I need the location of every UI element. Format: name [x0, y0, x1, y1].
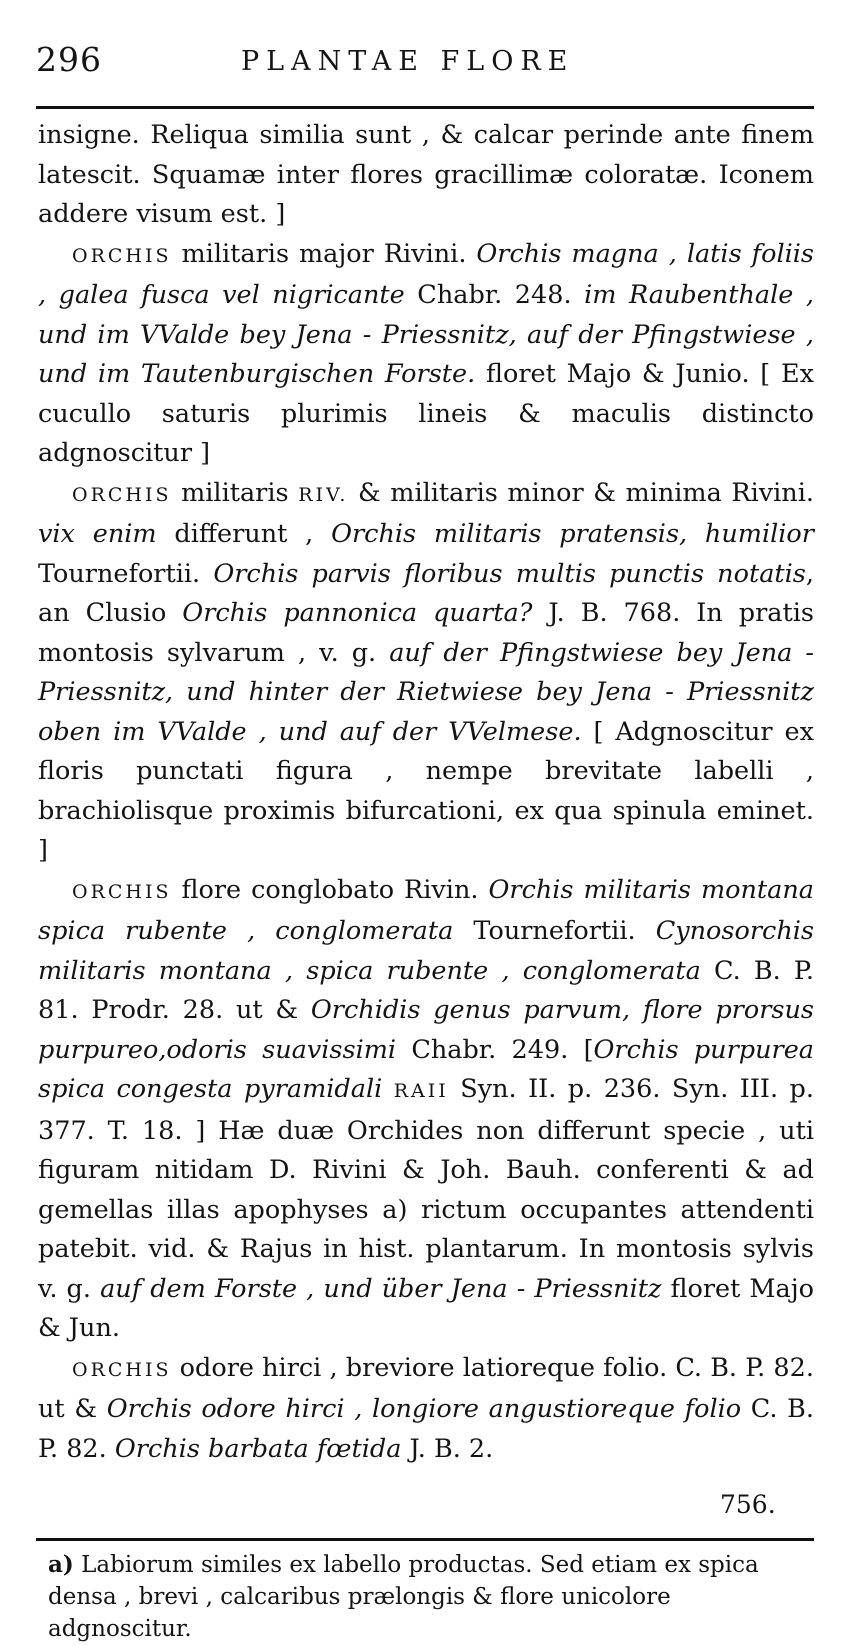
italic-run: im Raubenthale , und im VValde bey Jena - Priessnitz, auf der Pfingstwiese , und im Tautenburgischen Forste. — [38, 280, 814, 389]
italic-run: Orchis militaris pratensis, humilior — [331, 519, 814, 549]
footnote-marker: a) — [48, 1551, 74, 1578]
page-number: 296 — [36, 40, 102, 79]
text-run: militaris — [171, 477, 299, 508]
italic-run: Orchis militaris montana spica rubente , conglomerata — [38, 874, 814, 946]
genus-name: ORCHIS — [72, 880, 172, 903]
text-run: [ Adgnoscitur ex floris punctati figura , nempe brevitate labelli , brachiolisque proximis bifurcationi, ex qua spinula eminet. ] — [38, 716, 814, 865]
italic-run: Orchis odore hirci , longiore angustioreque folio — [106, 1394, 742, 1424]
italic-run: Orchis pannonica quarta? — [182, 598, 533, 628]
text-run: & militaris minor & minima Rivini. — [348, 477, 814, 508]
text-run: J. B. 2. — [401, 1433, 494, 1464]
text-run — [382, 1074, 393, 1104]
entry-orchis-militaris-major — [38, 235, 814, 474]
text-run: Tournefortii. — [38, 558, 214, 589]
text-run: insigne. Reliqua similia sunt , & calcar perinde ante finem latescit. Squamæ inter flores gracillimæ coloratæ. Iconem addere visum est. ] — [38, 120, 814, 229]
italic-run: Orchis barbata fœtida — [114, 1433, 402, 1464]
text-run: flore conglobato Rivin. — [171, 874, 489, 905]
entry-orchis-odore-hirci — [38, 1349, 814, 1470]
italic-run: Orchis parvis floribus multis punctis notatis — [213, 558, 806, 589]
header-rule — [36, 106, 814, 109]
genus-name: ORCHIS — [72, 1358, 172, 1381]
main-text — [38, 116, 814, 1469]
text-run: Syn. II. p. 236. Syn. III. p. 377. T. 18. ] Hæ duæ Orchides non differunt specie , uti figuram nitidam D. Rivini & Joh. Bauh. conferenti & ad gemellas illas apophyses a) rictum occupantes attendenti patebit. vid. & Rajus in hist. plantarum. In montosis sylvis v. g. — [38, 1074, 814, 1304]
text-run: C. B. P. 81. Prodr. 28. ut & — [38, 955, 815, 1025]
italic-run: Orchis magna , latis foliis , galea fusca vel nigricante — [38, 238, 814, 310]
italic-run: Orchidis genus parvum, flore prorsus purpureo,odoris suavissimi — [38, 995, 814, 1065]
entry-orchis-militaris-riv — [38, 474, 814, 871]
text-run: floret Majo & Junio. [ Ex cucullo saturis plurimis lineis & maculis distincto adgnoscitur ] — [38, 359, 814, 468]
genus-name: ORCHIS — [72, 244, 172, 267]
italic-run: Orchis purpurea spica congesta pyramidali — [38, 1034, 814, 1104]
footnote-rule — [36, 1538, 814, 1541]
entry-orchis-flore-conglobato — [38, 871, 814, 1349]
author-name: RIV. — [298, 483, 349, 506]
catchword: 756. — [720, 1490, 776, 1519]
text-run: Chabr. 248. — [404, 280, 585, 310]
italic-run: Cynosorchis militaris montana , spica rubente , conglomerata — [38, 916, 814, 986]
author-name: RAII — [393, 1080, 449, 1102]
text-run: floret Majo & Jun. — [38, 1273, 814, 1343]
text-run: , an Clusio — [38, 558, 815, 628]
footnote-text: Labiorum similes ex labello productas. Sed etiam ex spica densa , brevi , calcaribus prælongis & flore unicolore adgnoscitur. — [48, 1552, 759, 1642]
footnote — [48, 1549, 814, 1645]
paragraph-continuation — [38, 116, 814, 235]
text-run: J. B. 768. In pratis montosis sylvarum , v. g. — [38, 598, 814, 668]
text-run: Chabr. 249. [ — [396, 1034, 594, 1065]
text-run: odore hirci , breviore latioreque folio. C. B. P. 82. ut & — [38, 1352, 814, 1424]
italic-run: auf der Pfingstwiese bey Jena - Priessnitz, und hinter der Rietwiese bey Jena - Priessnitz oben im VValde , und auf der VVelmese. — [38, 637, 814, 747]
text-run: differunt , — [156, 519, 332, 549]
page-header — [36, 40, 816, 96]
italic-run: vix enim — [38, 519, 157, 549]
text-run: militaris major Rivini. — [171, 238, 477, 269]
text-run: Tournefortii. — [453, 916, 656, 946]
running-head: PLANTAE FLORE — [241, 46, 575, 77]
genus-name: ORCHIS — [72, 483, 172, 506]
italic-run: auf dem Forste , und über Jena - Priessnitz — [100, 1273, 662, 1304]
text-run: C. B. P. 82. — [38, 1394, 814, 1464]
